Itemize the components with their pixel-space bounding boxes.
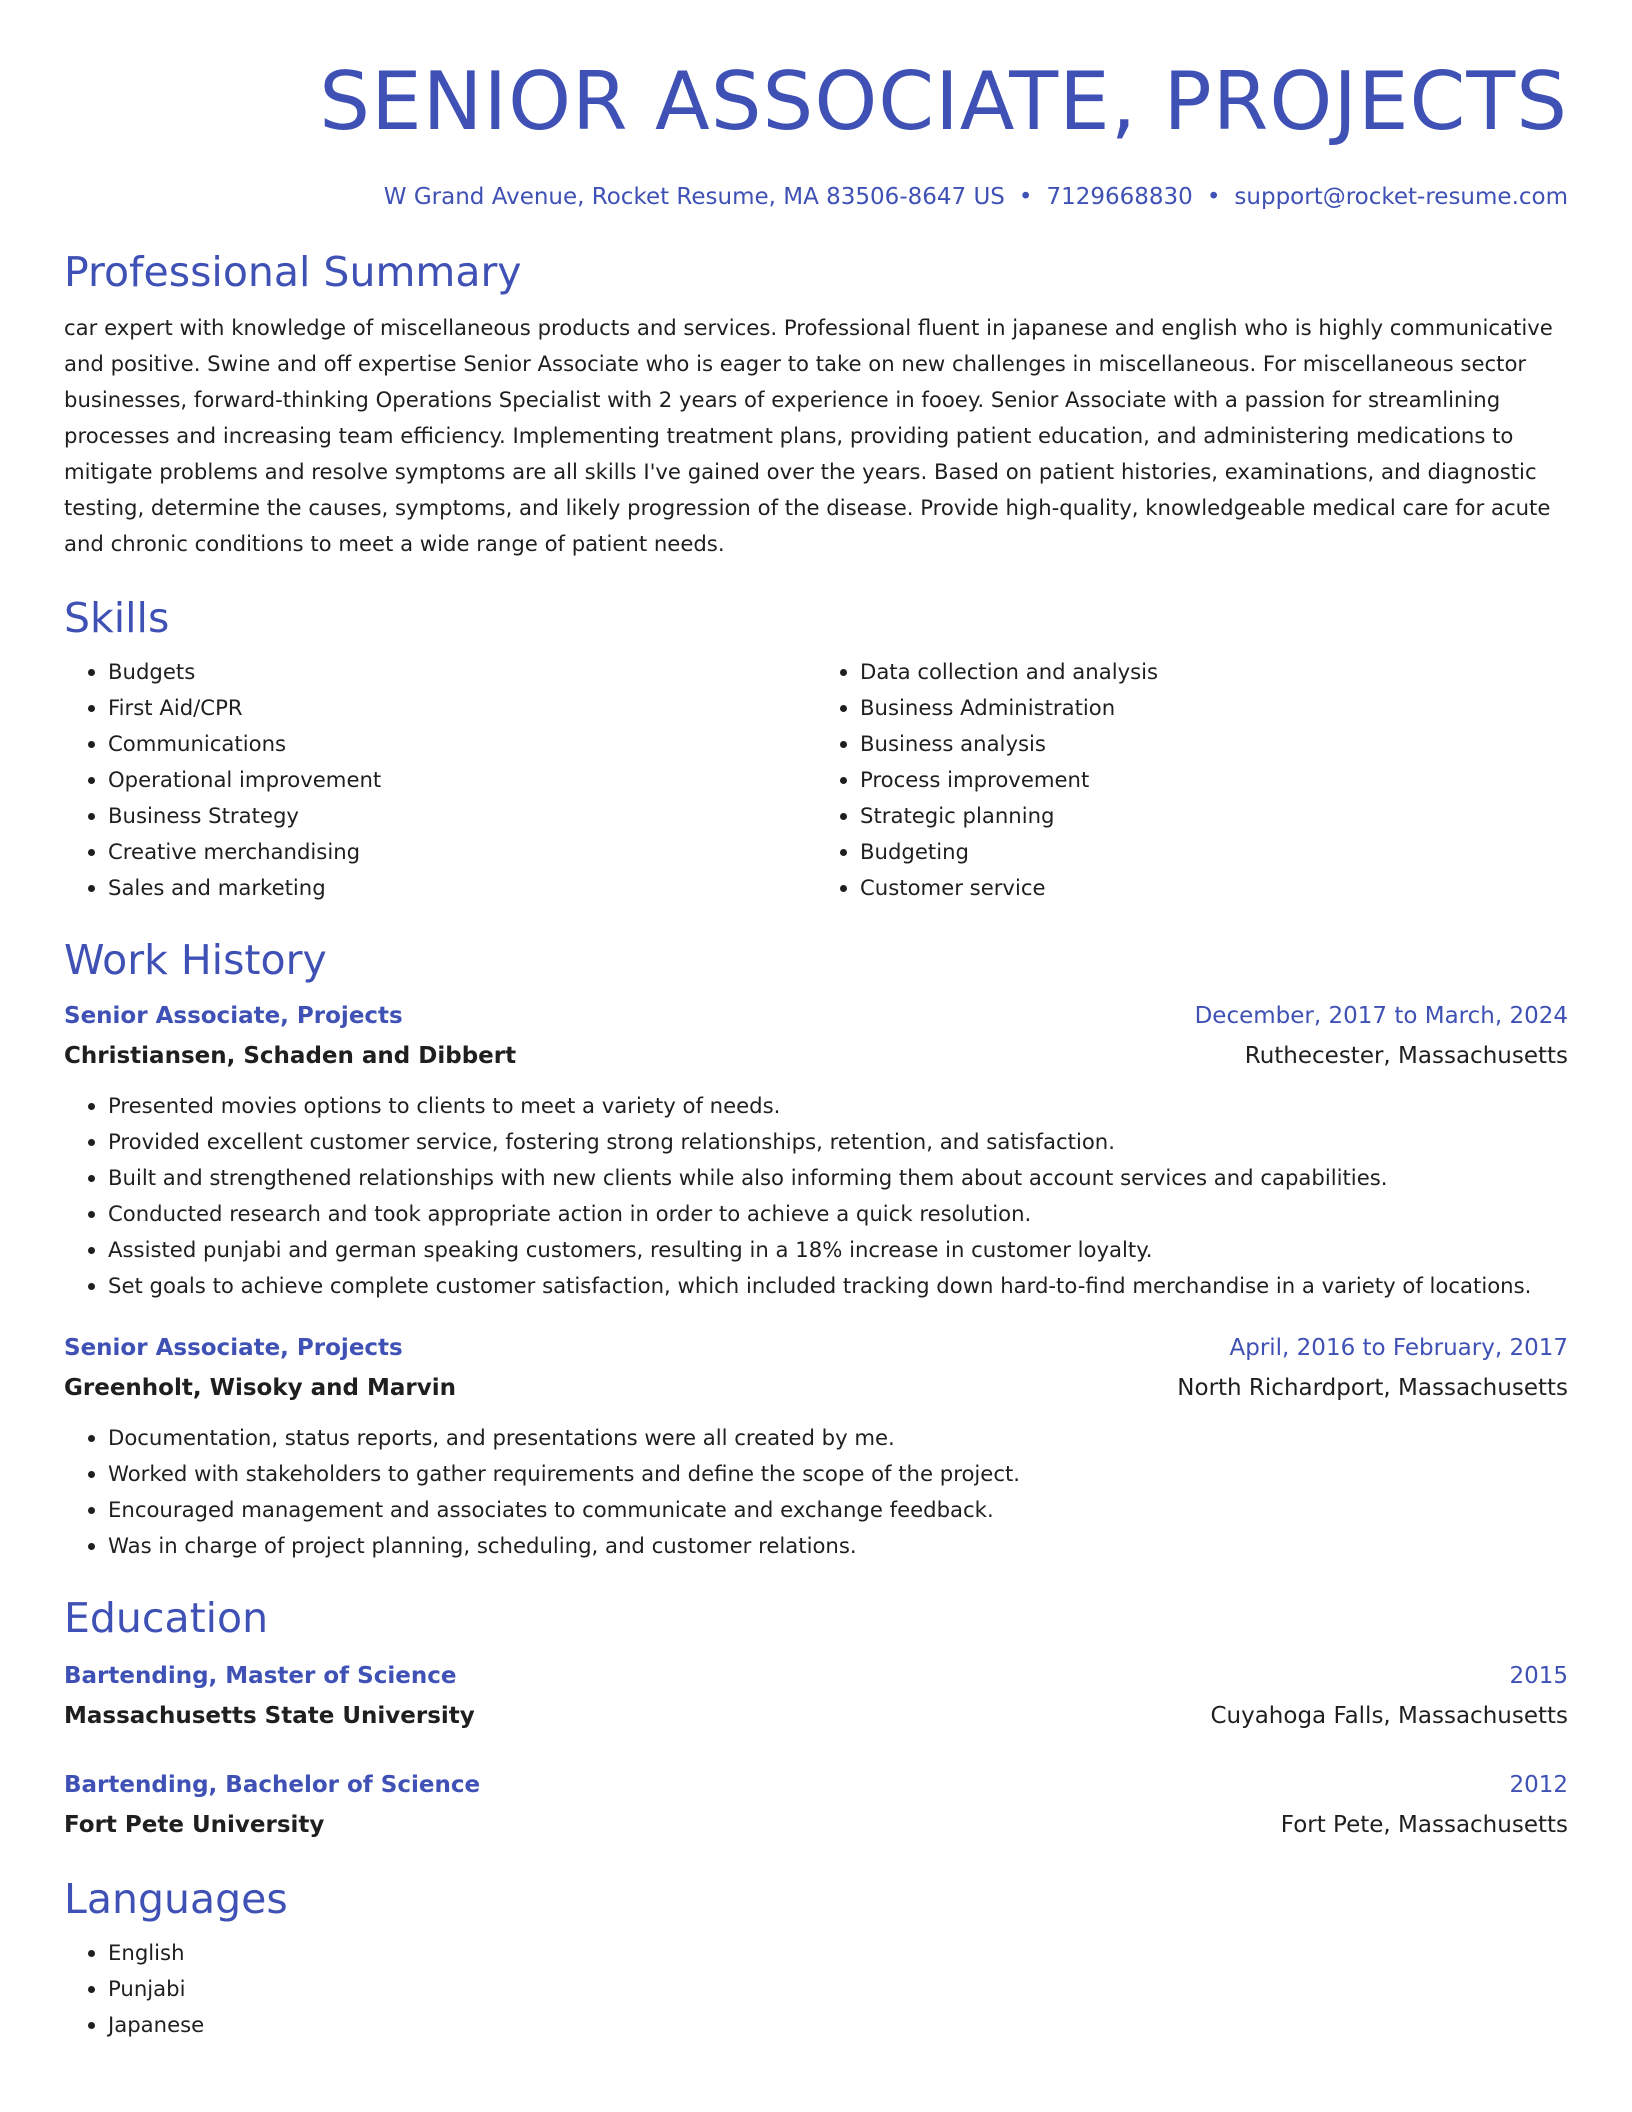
languages-section (64, 1873, 1568, 2043)
address-text: W Grand Avenue, Rocket Resume, MA 83506-8647 US (383, 184, 1005, 210)
job-company: Christiansen, Schaden and Dibbert (64, 1043, 517, 1069)
job-company-row (64, 1368, 1568, 1408)
skills-list-left (64, 654, 816, 906)
section-title-languages: Languages (64, 1875, 288, 1923)
job-bullet: • Presented movies options to clients to meet a variety of needs. (108, 1088, 1568, 1124)
skills-section (64, 592, 1568, 906)
skill-item: • Sales and marketing (108, 870, 816, 906)
education-degree: Bartending, Bachelor of Science (64, 1772, 481, 1798)
contact-line (64, 182, 1568, 212)
job-bullet: • Set goals to achieve complete customer satisfaction, which included tracking down hard-to-find merchandise in a variety of locations. (108, 1268, 1568, 1304)
email-link[interactable]: support@rocket-resume.com (1234, 184, 1568, 210)
summary-section (64, 246, 1568, 562)
education-school-row (64, 1696, 1568, 1736)
job-entry (64, 996, 1568, 1304)
job-role: Senior Associate, Projects (64, 1003, 403, 1029)
contact-separator: • (1018, 184, 1033, 210)
skill-item: • Business Administration (860, 690, 1568, 726)
job-bullet: • Encouraged management and associates to communicate and exchange feedback. (108, 1492, 1568, 1528)
education-header-row (64, 1765, 1568, 1805)
section-title-skills: Skills (64, 594, 170, 642)
skill-item: • Business Strategy (108, 798, 816, 834)
resume-header (64, 0, 1568, 212)
job-bullet: • Conducted research and took appropriate action in order to achieve a quick resolution. (108, 1196, 1568, 1232)
skill-item: • Customer service (860, 870, 1568, 906)
skill-item: • Business analysis (860, 726, 1568, 762)
job-bullet: • Built and strengthened relationships with new clients while also informing them about account services and capabilities. (108, 1160, 1568, 1196)
languages-list (64, 1935, 1568, 2043)
job-location: North Richardport, Massachusetts (1177, 1375, 1568, 1401)
job-bullet: • Documentation, status reports, and presentations were all created by me. (108, 1420, 1568, 1456)
education-entry (64, 1765, 1568, 1845)
contact-separator: • (1206, 184, 1221, 210)
skill-item: • First Aid/CPR (108, 690, 816, 726)
job-role: Senior Associate, Projects (64, 1335, 403, 1361)
education-entry (64, 1656, 1568, 1736)
skills-columns (64, 654, 1568, 906)
skill-item: • Process improvement (860, 762, 1568, 798)
job-dates: April, 2016 to February, 2017 (1229, 1335, 1568, 1361)
education-school: Fort Pete University (64, 1812, 325, 1838)
section-title-work-history: Work History (64, 936, 327, 984)
skill-item: • Budgeting (860, 834, 1568, 870)
education-section (64, 1592, 1568, 1845)
job-bullet: • Assisted punjabi and german speaking customers, resulting in a 18% increase in customer loyalty. (108, 1232, 1568, 1268)
job-header-row (64, 1328, 1568, 1368)
job-bullet: • Provided excellent customer service, fostering strong relationships, retention, and satisfaction. (108, 1124, 1568, 1160)
skills-list-right (816, 654, 1568, 906)
language-item: • Japanese (108, 2007, 1568, 2043)
education-school: Massachusetts State University (64, 1703, 475, 1729)
job-bullet: • Was in charge of project planning, scheduling, and customer relations. (108, 1528, 1568, 1564)
job-dates: December, 2017 to March, 2024 (1194, 1003, 1568, 1029)
education-school-row (64, 1805, 1568, 1845)
work-history-section (64, 934, 1568, 1564)
job-company-row (64, 1036, 1568, 1076)
phone-text: 7129668830 (1046, 184, 1193, 210)
skill-item: • Communications (108, 726, 816, 762)
job-bullets (64, 1088, 1568, 1304)
job-location: Ruthecester, Massachusetts (1244, 1043, 1568, 1069)
summary-text: car expert with knowledge of miscellaneous products and services. Professional fluent in japanese and english who is highly communicative and positive. Swine and off expertise Senior Associate who is eager to take on new challenges in miscellaneous. For miscellaneous sector businesses, forward-thinking Operations Specialist with 2 years of experience in fooey. Senior Associate with a passion for streamlining processes and increasing team efficiency. Implementing treatment plans, providing patient education, and administering medications to mitigate problems and resolve symptoms are all skills I've gained over the years. Based on patient histories, examinations, and diagnostic testing, determine the causes, symptoms, and likely progression of the disease. Provide high-quality, knowledgeable medical care for acute and chronic conditions to meet a wide range of patient needs. (64, 315, 1553, 556)
candidate-title: SENIOR ASSOCIATE, PROJECTS (319, 55, 1568, 148)
job-company: Greenholt, Wisoky and Marvin (64, 1375, 456, 1401)
language-item: • English (108, 1935, 1568, 1971)
education-location: Cuyahoga Falls, Massachusetts (1210, 1703, 1568, 1729)
job-bullet: • Worked with stakeholders to gather requirements and define the scope of the project. (108, 1456, 1568, 1492)
education-year: 2015 (1509, 1663, 1568, 1689)
skill-item: • Budgets (108, 654, 816, 690)
skill-item: • Strategic planning (860, 798, 1568, 834)
skill-item: • Data collection and analysis (860, 654, 1568, 690)
skill-item: • Operational improvement (108, 762, 816, 798)
section-title-summary: Professional Summary (64, 248, 522, 296)
job-entry (64, 1328, 1568, 1564)
education-header-row (64, 1656, 1568, 1696)
job-header-row (64, 996, 1568, 1036)
education-degree: Bartending, Master of Science (64, 1663, 457, 1689)
language-item: • Punjabi (108, 1971, 1568, 2007)
section-title-education: Education (64, 1594, 269, 1642)
education-year: 2012 (1509, 1772, 1568, 1798)
job-bullets (64, 1420, 1568, 1564)
education-location: Fort Pete, Massachusetts (1280, 1812, 1568, 1838)
skill-item: • Creative merchandising (108, 834, 816, 870)
